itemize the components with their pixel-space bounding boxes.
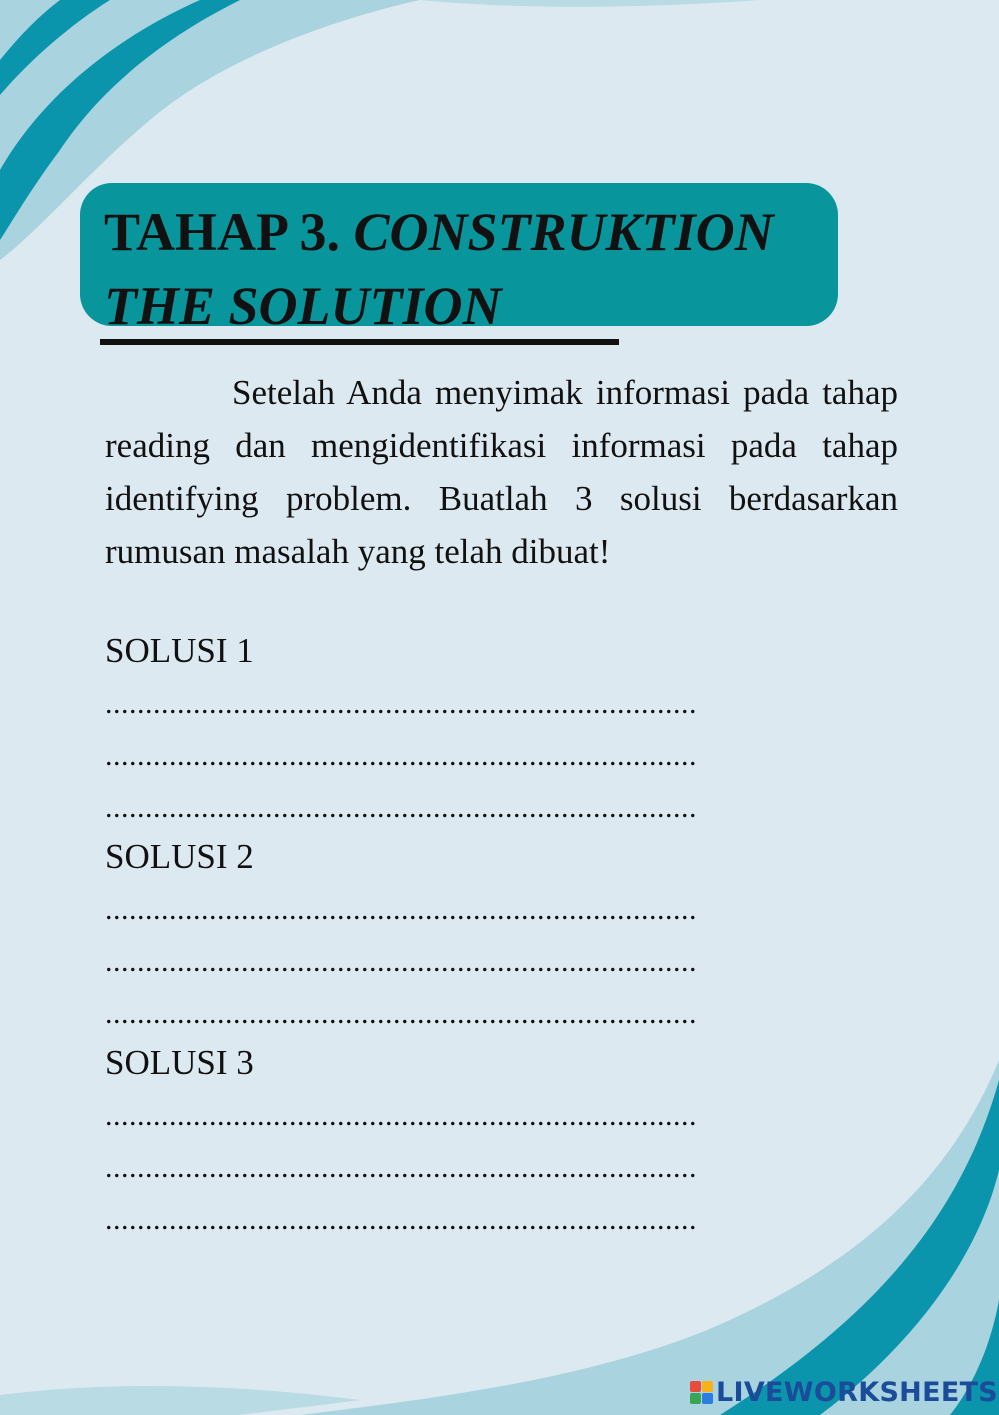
top-wave-light-right xyxy=(420,0,760,7)
solution-1-line-1[interactable]: .......................................................................... xyxy=(105,687,697,720)
solution-2-line-3[interactable]: .......................................................................... xyxy=(105,997,697,1030)
liveworksheets-logo xyxy=(690,1374,998,1410)
title-italic-line1: CONSTRUKTION xyxy=(353,202,774,262)
solution-2-line-2[interactable]: .......................................................................... xyxy=(105,945,697,978)
bottom-wave-light-left xyxy=(0,1386,360,1415)
solution-2-line-1[interactable]: .......................................................................... xyxy=(105,893,697,926)
solution-1-line-2[interactable]: .......................................................................... xyxy=(105,739,697,772)
solution-1-line-3[interactable]: .......................................................................... xyxy=(105,791,697,824)
page-title xyxy=(104,195,774,343)
solution-3-line-2[interactable]: .......................................................................... xyxy=(105,1151,697,1184)
liveworksheets-logo-icon xyxy=(690,1381,713,1404)
solution-3-label: SOLUSI 3 xyxy=(105,1043,254,1082)
title-italic-line2: THE SOLUTION xyxy=(104,276,502,336)
solution-3-line-3[interactable]: .......................................................................... xyxy=(105,1203,697,1236)
solution-3-line-1[interactable]: .......................................................................... xyxy=(105,1099,697,1132)
solution-2-label: SOLUSI 2 xyxy=(105,837,254,876)
title-underline xyxy=(100,339,619,345)
instruction-paragraph: Setelah Anda menyimak informasi pada tahap reading dan mengidentifikasi informasi pada tahap identifying problem. Buatlah 3 solusi berdasarkan rumusan masalah yang telah dibuat! xyxy=(105,373,898,571)
liveworksheets-brand: LIVEWORKSHEETS xyxy=(716,1376,999,1408)
solution-1-label: SOLUSI 1 xyxy=(105,631,254,670)
title-plain: TAHAP 3. xyxy=(104,202,354,262)
